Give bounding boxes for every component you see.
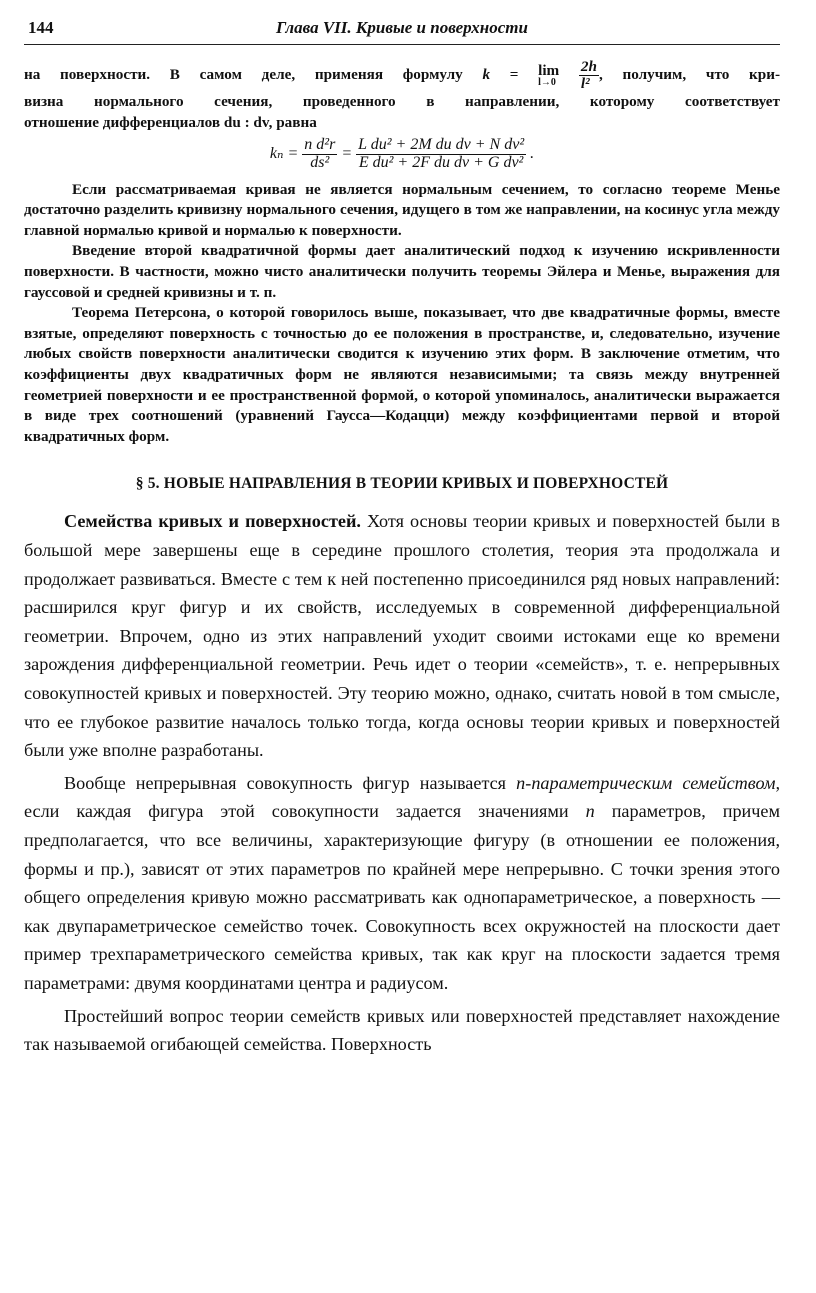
top-block	[24, 59, 780, 133]
top-line-1: на поверхности. В самом деле, применяя формулу k = lim l→0 $\frac{2h}{\text{l²}}$ , получим, что кри-	[24, 58, 780, 92]
body-paragraph: Вообще непрерывная совокупность фигур называется n-параметрическим семейством, если каждая фигура этой совокупности задается значениями n параметров, причем предполагается, что все величины, характеризующие фигуру (в отношении ее положения, формы и пр.), зависят от этих параметров по крайней мере непрерывно. С точки зрения этого общего определения кривую можно рассматривать как однопараметрическое, а поверхность — как двупараметрическое семейство точек. Совокупность всех окружностей на плоскости дает пример трехпараметрического семейства кривых, так как круг на плоскости задается тремя параметрами: двумя координатами центра и радиусом.	[24, 772, 781, 993]
top-line-3: отношение дифференциалов du : dv, равна	[24, 113, 317, 131]
defined-term: n-параметрическим семейством,	[516, 772, 780, 793]
book-page	[24, 18, 780, 1059]
limit-expression: lim l→0	[538, 61, 560, 89]
normal-curvature-formula: kₙ = $\frac{\text{n d²r}}{\text{ds²}}$ = $\frac{\text{L du² + 2M du dv + N dv²}}{\text{E du² + 2F du dv + G dv²}}$ .	[269, 136, 535, 171]
small-paragraph: Введение второй квадратичной формы дает аналитический подход к изучению искривленности поверхности. В частности, можно чисто аналитически получить теоремы Эйлера и Менье, выражения для гауссовой и средней кривизны и т. п.	[24, 242, 780, 301]
page-number: 144	[28, 18, 54, 37]
small-paragraph: Если рассматриваемая кривая не является нормальным сечением, то согласно теореме Менье достаточно разделить кривизну нормального сечения, идущего в том же направлении, на косинус угла между главной нормалью кривой и нормалью к поверхности.	[24, 180, 780, 239]
fraction-2h-over-l2: $\frac{2h}{\text{l²}}$	[580, 58, 597, 92]
body-paragraph: Простейший вопрос теории семейств кривых или поверхностей представляет нахождение так называемой огибающей семейства. Поверхность	[24, 1005, 780, 1055]
small-print-block	[24, 180, 780, 448]
small-paragraph: Теорема Петерсона, о которой говорилось выше, показывает, что две квадратичные формы, вместе взятые, определяют поверхность с точностью до ее положения в пространстве, и, следовательно, изучение любых свойств поверхности аналитически сводится к изучению этих форм. В заключение отметим, что коэффициенты двух квадратичных форм не являются независимыми; та связь между внутренней геометрией поверхности и ее пространственной формой, о которой упоминалось, аналитически выражается в виде трех соотношений (уравнений Гаусса—Кодацци) между коэффициентами первой и второй квадратичных форм.	[24, 304, 780, 445]
page-header	[24, 18, 780, 45]
top-line-2: визна нормального сечения, проведенного в направлении, которому соответствует	[24, 92, 780, 110]
body-paragraph: Семейства кривых и поверхностей. Хотя основы теории кривых и поверхностей были в большой мере завершены еще в середине прошлого столетия, теория эта продолжала и продолжает развиваться. Вместе с тем к ней постепенно присоединился ряд новых направлений: расширился круг фигур и их свойств, исследуемых в современной дифференциальной геометрии. Впрочем, одно из этих направлений уходит своими истоками еще ко времени зарождения дифференциальной геометрии. Речь идет о теории «семейств», т. е. непрерывных совокупностей кривых и поверхностей. Эту теорию можно, однако, считать новой в том смысле, что ее глубокое развитие началось только тогда, когда основы теории кривых и поверхностей были уже вполне разработаны.	[24, 511, 780, 761]
run-in-heading: Семейства кривых и поверхностей.	[64, 511, 361, 532]
running-head: Глава VII. Кривые и поверхности	[276, 18, 528, 37]
section-title: § 5. НОВЫЕ НАПРАВЛЕНИЯ В ТЕОРИИ КРИВЫХ И ПОВЕРХНОСТЕЙ	[135, 475, 669, 493]
main-text	[24, 507, 780, 1058]
